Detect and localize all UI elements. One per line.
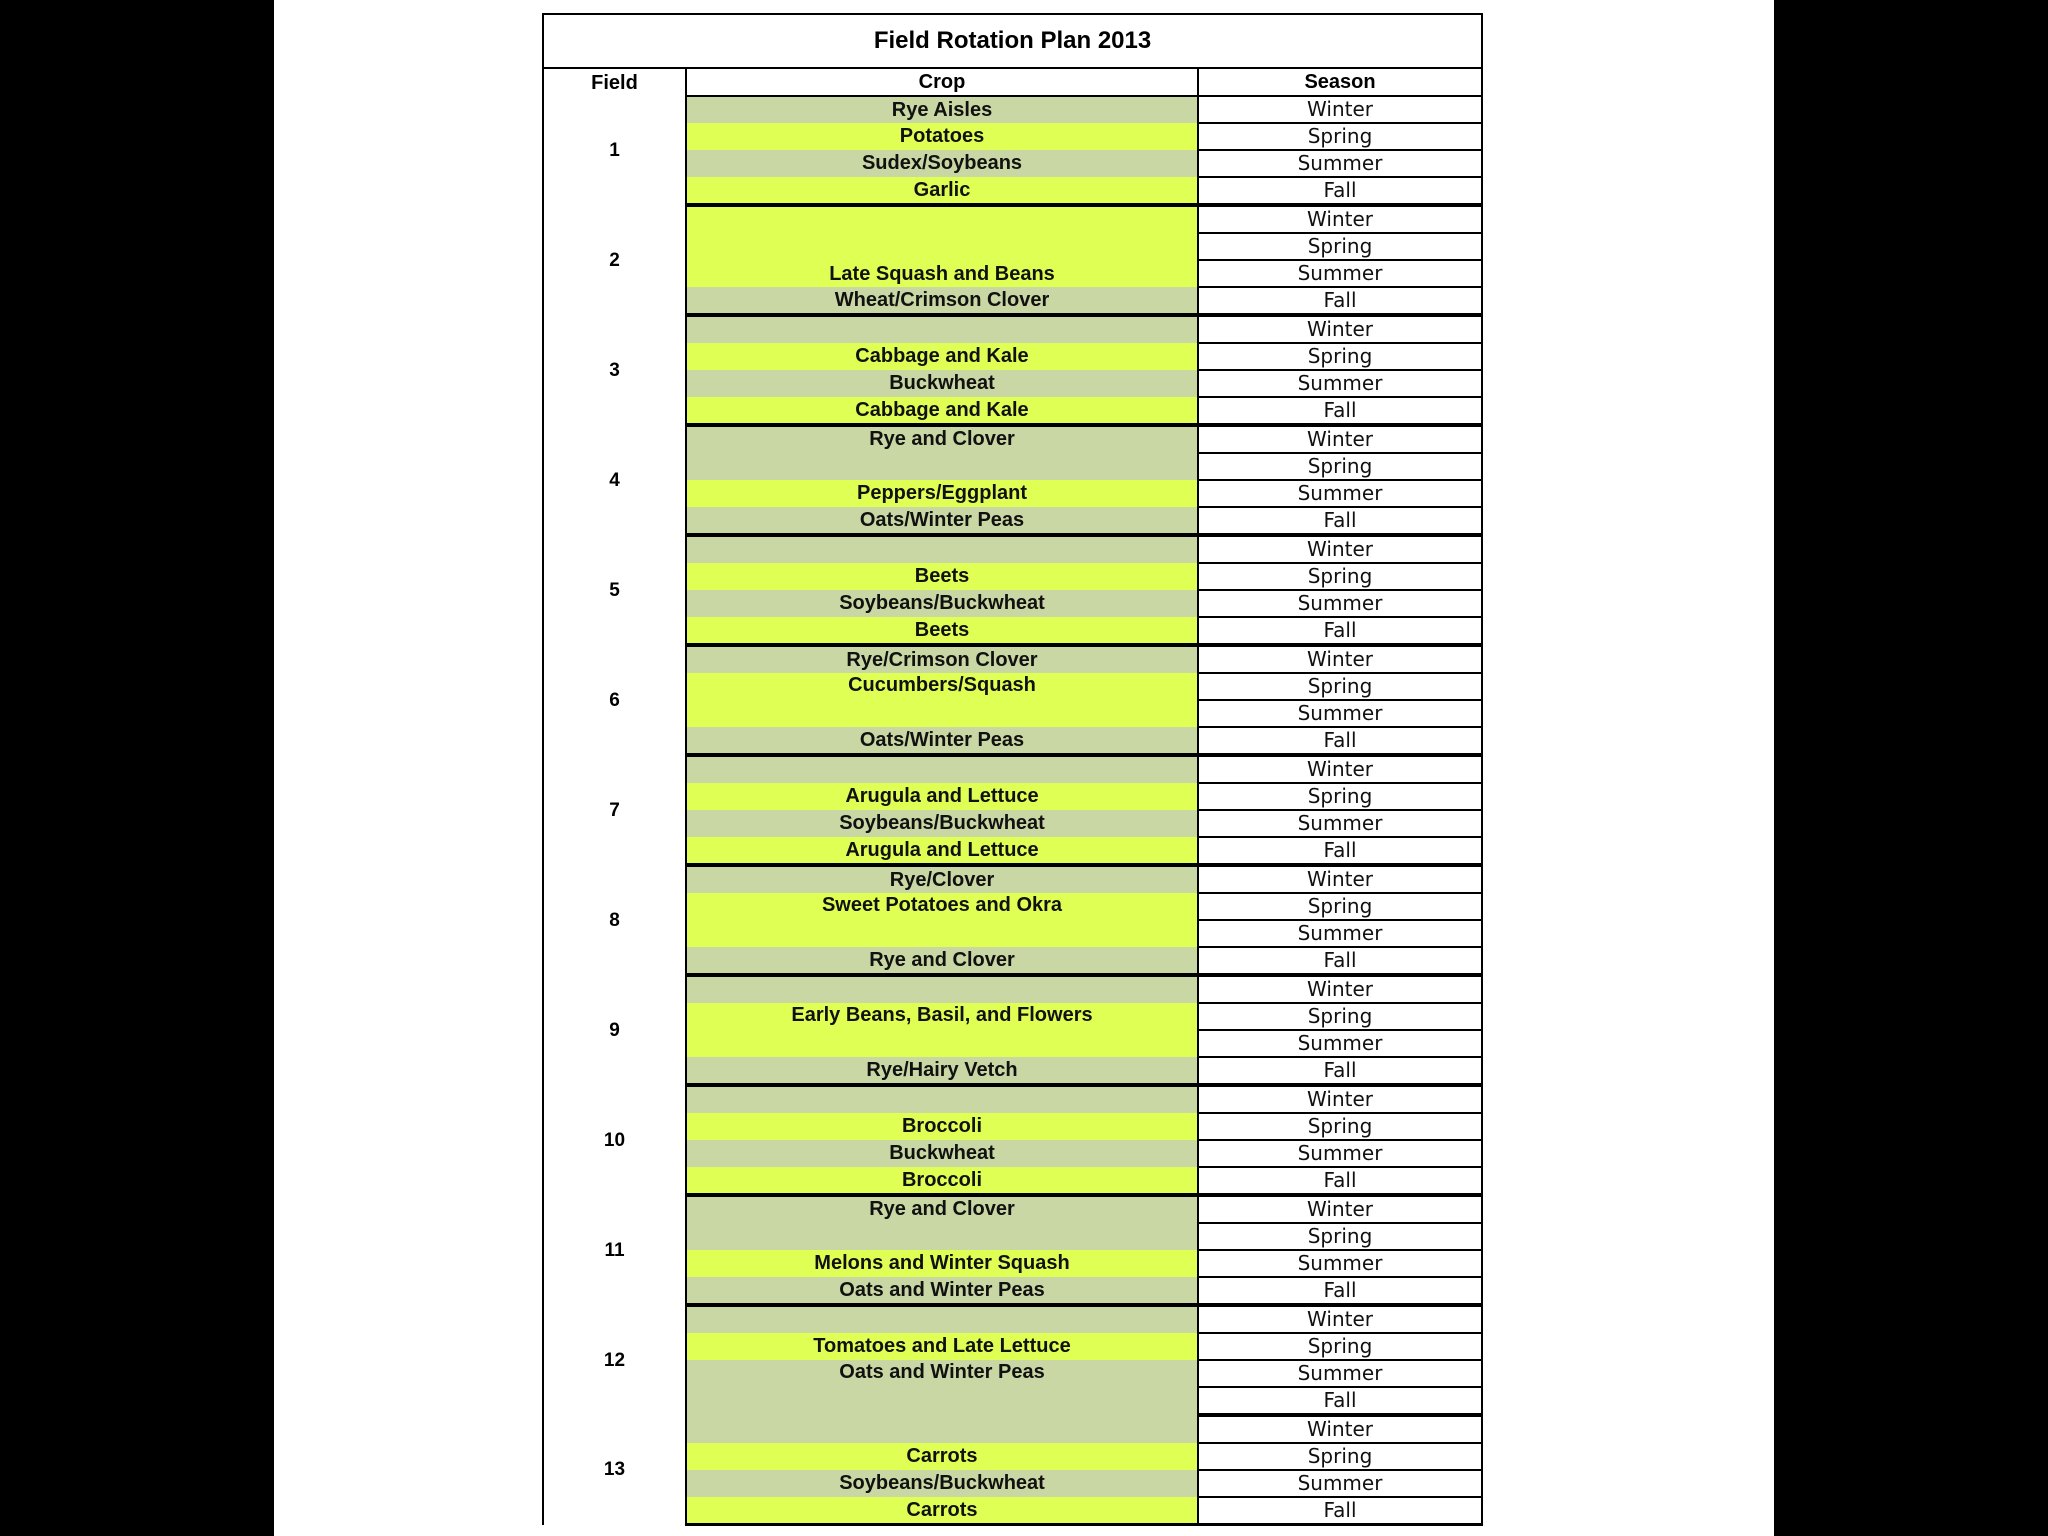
field-number: 5 xyxy=(543,535,686,645)
crop-cell: Rye Aisles xyxy=(686,96,1198,123)
season-cell: Summer xyxy=(1198,260,1482,287)
crop-cell xyxy=(686,535,1198,563)
crop-cell: Soybeans/Buckwheat xyxy=(686,590,1198,617)
season-cell: Summer xyxy=(1198,1470,1482,1497)
crop-cell: Late Squash and Beans xyxy=(686,205,1198,287)
crop-cell: Arugula and Lettuce xyxy=(686,783,1198,810)
crop-cell: Soybeans/Buckwheat xyxy=(686,810,1198,837)
season-cell: Summer xyxy=(1198,1030,1482,1057)
season-cell: Fall xyxy=(1198,947,1482,975)
crop-cell: Carrots xyxy=(686,1443,1198,1470)
season-cell: Summer xyxy=(1198,700,1482,727)
table-row xyxy=(543,425,1482,453)
season-cell: Winter xyxy=(1198,535,1482,563)
season-cell: Spring xyxy=(1198,1003,1482,1030)
crop-cell: Garlic xyxy=(686,177,1198,205)
table-row xyxy=(543,1305,1482,1333)
season-cell: Spring xyxy=(1198,453,1482,480)
season-cell: Winter xyxy=(1198,1195,1482,1223)
season-cell: Summer xyxy=(1198,1250,1482,1277)
crop-cell: Oats/Winter Peas xyxy=(686,507,1198,535)
season-cell: Winter xyxy=(1198,645,1482,673)
crop-cell: Cabbage and Kale xyxy=(686,343,1198,370)
table-row xyxy=(543,645,1482,673)
season-cell: Summer xyxy=(1198,150,1482,177)
field-rotation-table xyxy=(542,13,1483,1526)
crop-cell xyxy=(686,1085,1198,1113)
season-cell: Spring xyxy=(1198,673,1482,700)
season-cell: Spring xyxy=(1198,783,1482,810)
crop-cell: Arugula and Lettuce xyxy=(686,837,1198,865)
season-cell: Spring xyxy=(1198,1333,1482,1360)
crop-cell: Oats/Winter Peas xyxy=(686,727,1198,755)
field-number: 3 xyxy=(543,315,686,425)
crop-cell: Cucumbers/Squash xyxy=(686,673,1198,727)
season-cell: Fall xyxy=(1198,287,1482,315)
crop-cell: Potatoes xyxy=(686,123,1198,150)
crop-cell: Cabbage and Kale xyxy=(686,397,1198,425)
season-cell: Summer xyxy=(1198,810,1482,837)
season-cell: Fall xyxy=(1198,507,1482,535)
season-cell: Winter xyxy=(1198,425,1482,453)
crop-cell xyxy=(686,1415,1198,1443)
crop-cell: Sweet Potatoes and Okra xyxy=(686,893,1198,947)
season-cell: Winter xyxy=(1198,865,1482,893)
crop-cell: Melons and Winter Squash xyxy=(686,1250,1198,1277)
header-season: Season xyxy=(1198,68,1482,96)
crop-cell: Wheat/Crimson Clover xyxy=(686,287,1198,315)
season-cell: Spring xyxy=(1198,1113,1482,1140)
crop-cell: Carrots xyxy=(686,1497,1198,1525)
crop-cell: Buckwheat xyxy=(686,1140,1198,1167)
season-cell: Summer xyxy=(1198,480,1482,507)
crop-cell: Beets xyxy=(686,563,1198,590)
field-number: 13 xyxy=(543,1415,686,1525)
field-number: 4 xyxy=(543,425,686,535)
season-cell: Fall xyxy=(1198,1057,1482,1085)
crop-cell xyxy=(686,755,1198,783)
season-cell: Fall xyxy=(1198,727,1482,755)
table-row xyxy=(543,1415,1482,1443)
season-cell: Summer xyxy=(1198,590,1482,617)
crop-cell: Rye and Clover xyxy=(686,947,1198,975)
season-cell: Fall xyxy=(1198,1387,1482,1415)
crop-cell: Rye and Clover xyxy=(686,1195,1198,1250)
season-cell: Fall xyxy=(1198,1167,1482,1195)
crop-cell: Rye/Clover xyxy=(686,865,1198,893)
season-cell: Fall xyxy=(1198,1277,1482,1305)
season-cell: Spring xyxy=(1198,1443,1482,1470)
season-cell: Winter xyxy=(1198,1305,1482,1333)
season-cell: Fall xyxy=(1198,837,1482,865)
crop-cell: Rye and Clover xyxy=(686,425,1198,480)
crop-cell: Peppers/Eggplant xyxy=(686,480,1198,507)
crop-cell xyxy=(686,1305,1198,1333)
crop-cell: Broccoli xyxy=(686,1167,1198,1195)
table-row xyxy=(543,755,1482,783)
season-cell: Fall xyxy=(1198,617,1482,645)
field-number: 6 xyxy=(543,645,686,755)
season-cell: Summer xyxy=(1198,370,1482,397)
table-row xyxy=(543,975,1482,1003)
crop-cell: Beets xyxy=(686,617,1198,645)
crop-cell: Soybeans/Buckwheat xyxy=(686,1470,1198,1497)
season-cell: Fall xyxy=(1198,1497,1482,1525)
field-number: 10 xyxy=(543,1085,686,1195)
field-number: 8 xyxy=(543,865,686,975)
season-cell: Fall xyxy=(1198,397,1482,425)
table-row xyxy=(543,205,1482,233)
table-row xyxy=(543,535,1482,563)
season-cell: Summer xyxy=(1198,920,1482,947)
season-cell: Winter xyxy=(1198,315,1482,343)
crop-cell: Sudex/Soybeans xyxy=(686,150,1198,177)
season-cell: Spring xyxy=(1198,563,1482,590)
table-row xyxy=(543,315,1482,343)
season-cell: Spring xyxy=(1198,893,1482,920)
crop-cell: Oats and Winter Peas xyxy=(686,1360,1198,1415)
table-row xyxy=(543,96,1482,123)
crop-cell: Early Beans, Basil, and Flowers xyxy=(686,1003,1198,1057)
season-cell: Winter xyxy=(1198,205,1482,233)
season-cell: Winter xyxy=(1198,755,1482,783)
header-crop: Crop xyxy=(686,68,1198,96)
table-row xyxy=(543,1195,1482,1223)
crop-cell xyxy=(686,315,1198,343)
season-cell: Fall xyxy=(1198,177,1482,205)
crop-cell: Buckwheat xyxy=(686,370,1198,397)
season-cell: Spring xyxy=(1198,123,1482,150)
header-field: Field xyxy=(543,68,686,96)
season-cell: Spring xyxy=(1198,1223,1482,1250)
crop-cell: Broccoli xyxy=(686,1113,1198,1140)
field-number: 11 xyxy=(543,1195,686,1305)
table-body xyxy=(543,96,1482,1525)
season-cell: Spring xyxy=(1198,343,1482,370)
table-title: Field Rotation Plan 2013 xyxy=(543,14,1482,68)
field-number: 9 xyxy=(543,975,686,1085)
field-number: 2 xyxy=(543,205,686,315)
season-cell: Winter xyxy=(1198,96,1482,123)
season-cell: Summer xyxy=(1198,1140,1482,1167)
table-row xyxy=(543,865,1482,893)
crop-cell: Rye/Crimson Clover xyxy=(686,645,1198,673)
field-number: 1 xyxy=(543,96,686,205)
season-cell: Spring xyxy=(1198,233,1482,260)
table-row xyxy=(543,1085,1482,1113)
season-cell: Winter xyxy=(1198,975,1482,1003)
season-cell: Winter xyxy=(1198,1085,1482,1113)
season-cell: Winter xyxy=(1198,1415,1482,1443)
season-cell: Summer xyxy=(1198,1360,1482,1387)
crop-cell xyxy=(686,975,1198,1003)
field-number: 7 xyxy=(543,755,686,865)
field-number: 12 xyxy=(543,1305,686,1415)
crop-cell: Tomatoes and Late Lettuce xyxy=(686,1333,1198,1360)
crop-cell: Oats and Winter Peas xyxy=(686,1277,1198,1305)
crop-cell: Rye/Hairy Vetch xyxy=(686,1057,1198,1085)
